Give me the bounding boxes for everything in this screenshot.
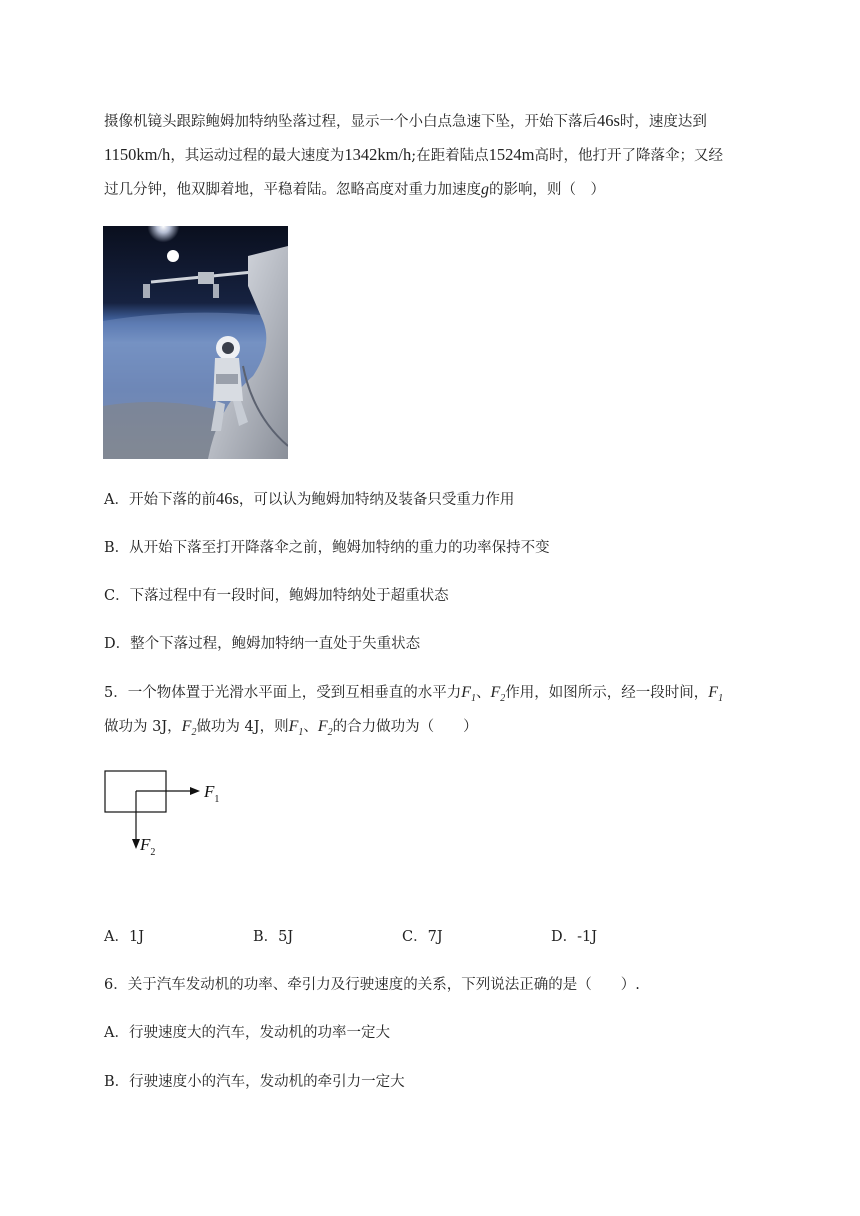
q5-option-a: A．1J — [104, 929, 145, 945]
text: 的合力做功为（ ） — [332, 719, 478, 735]
text: 作用，如图所示，经一段时间， — [505, 685, 709, 701]
f1-symbol: $F_1$ — [461, 684, 477, 705]
text: A．开始下落的前 — [104, 492, 216, 508]
text: 的影响，则（ ） — [489, 182, 605, 198]
q5-option-b: B．5J — [253, 929, 294, 945]
f2-symbol: $F_2$ — [490, 684, 506, 705]
f2-label: $F_2$ — [140, 835, 156, 858]
f2-arrowhead — [132, 839, 140, 849]
text: 、 — [303, 719, 318, 735]
text: 、 — [476, 685, 491, 701]
q4-stem-line-3 — [104, 178, 605, 199]
g-symbol: g — [481, 181, 489, 198]
text: ，可以认为鲍姆加特纳及装备只受重力作用 — [238, 492, 515, 508]
q4-stem-line-2 — [104, 144, 723, 165]
f2-symbol: $F_2$ — [317, 718, 333, 739]
q4-option-a — [104, 488, 514, 509]
q4-option-b: B．从开始下落至打开降落伞之前，鲍姆加特纳的重力的功率保持不变 — [104, 540, 550, 556]
text: 做功为 3J， — [104, 719, 182, 735]
q6-option-a: A．行驶速度大的汽车，发动机的功率一定大 — [104, 1025, 390, 1041]
q4-option-c: C．下落过程中有一段时间，鲍姆加特纳处于超重状态 — [104, 588, 449, 604]
f2-symbol: $F_2$ — [181, 718, 197, 739]
force-diagram — [100, 765, 240, 865]
text: ，其运动过程的最大速度为 — [170, 148, 345, 164]
f1-symbol: $F_1$ — [288, 718, 304, 739]
f1-arrowhead — [190, 787, 200, 795]
q6-stem: 6．关于汽车发动机的功率、牵引力及行驶速度的关系，下列说法正确的是（ ）. — [104, 977, 640, 993]
f1-symbol: $F_1$ — [708, 684, 724, 705]
text: 摄像机镜头跟踪鲍姆加特纳坠落过程，显示一个小白点急速下坠，开始下落后 — [104, 114, 597, 130]
text: 5．一个物体置于光滑水平面上，受到互相垂直的水平力 — [104, 685, 462, 701]
text: 高时，他打开了降落伞；又经 — [534, 148, 723, 164]
speed-value: 1150km/h — [104, 145, 171, 164]
text: 时，速度达到 — [619, 114, 707, 130]
q4-stem-line-1 — [104, 110, 707, 131]
time-value: 46s — [215, 489, 239, 508]
q5-stem-line-1 — [104, 681, 723, 704]
q5-stem-line-2 — [104, 715, 478, 738]
max-speed-value: 1342km/h — [344, 145, 412, 164]
skydiver-photo — [103, 226, 288, 459]
f1-label: $F_1$ — [204, 782, 220, 805]
text: 做功为 4J，则 — [196, 719, 289, 735]
height-value: 1524m — [488, 145, 535, 164]
q5-option-c: C．7J — [402, 929, 443, 945]
q4-option-d: D．整个下落过程，鲍姆加特纳一直处于失重状态 — [104, 636, 421, 652]
time-value: 46s — [597, 111, 620, 130]
q6-option-b: B．行驶速度小的汽车，发动机的牵引力一定大 — [104, 1074, 405, 1090]
text: 过几分钟，他双脚着地，平稳着陆。忽略高度对重力加速度 — [104, 182, 481, 198]
q5-option-d: D．-1J — [551, 929, 598, 945]
text: ;在距着陆点 — [411, 148, 489, 164]
